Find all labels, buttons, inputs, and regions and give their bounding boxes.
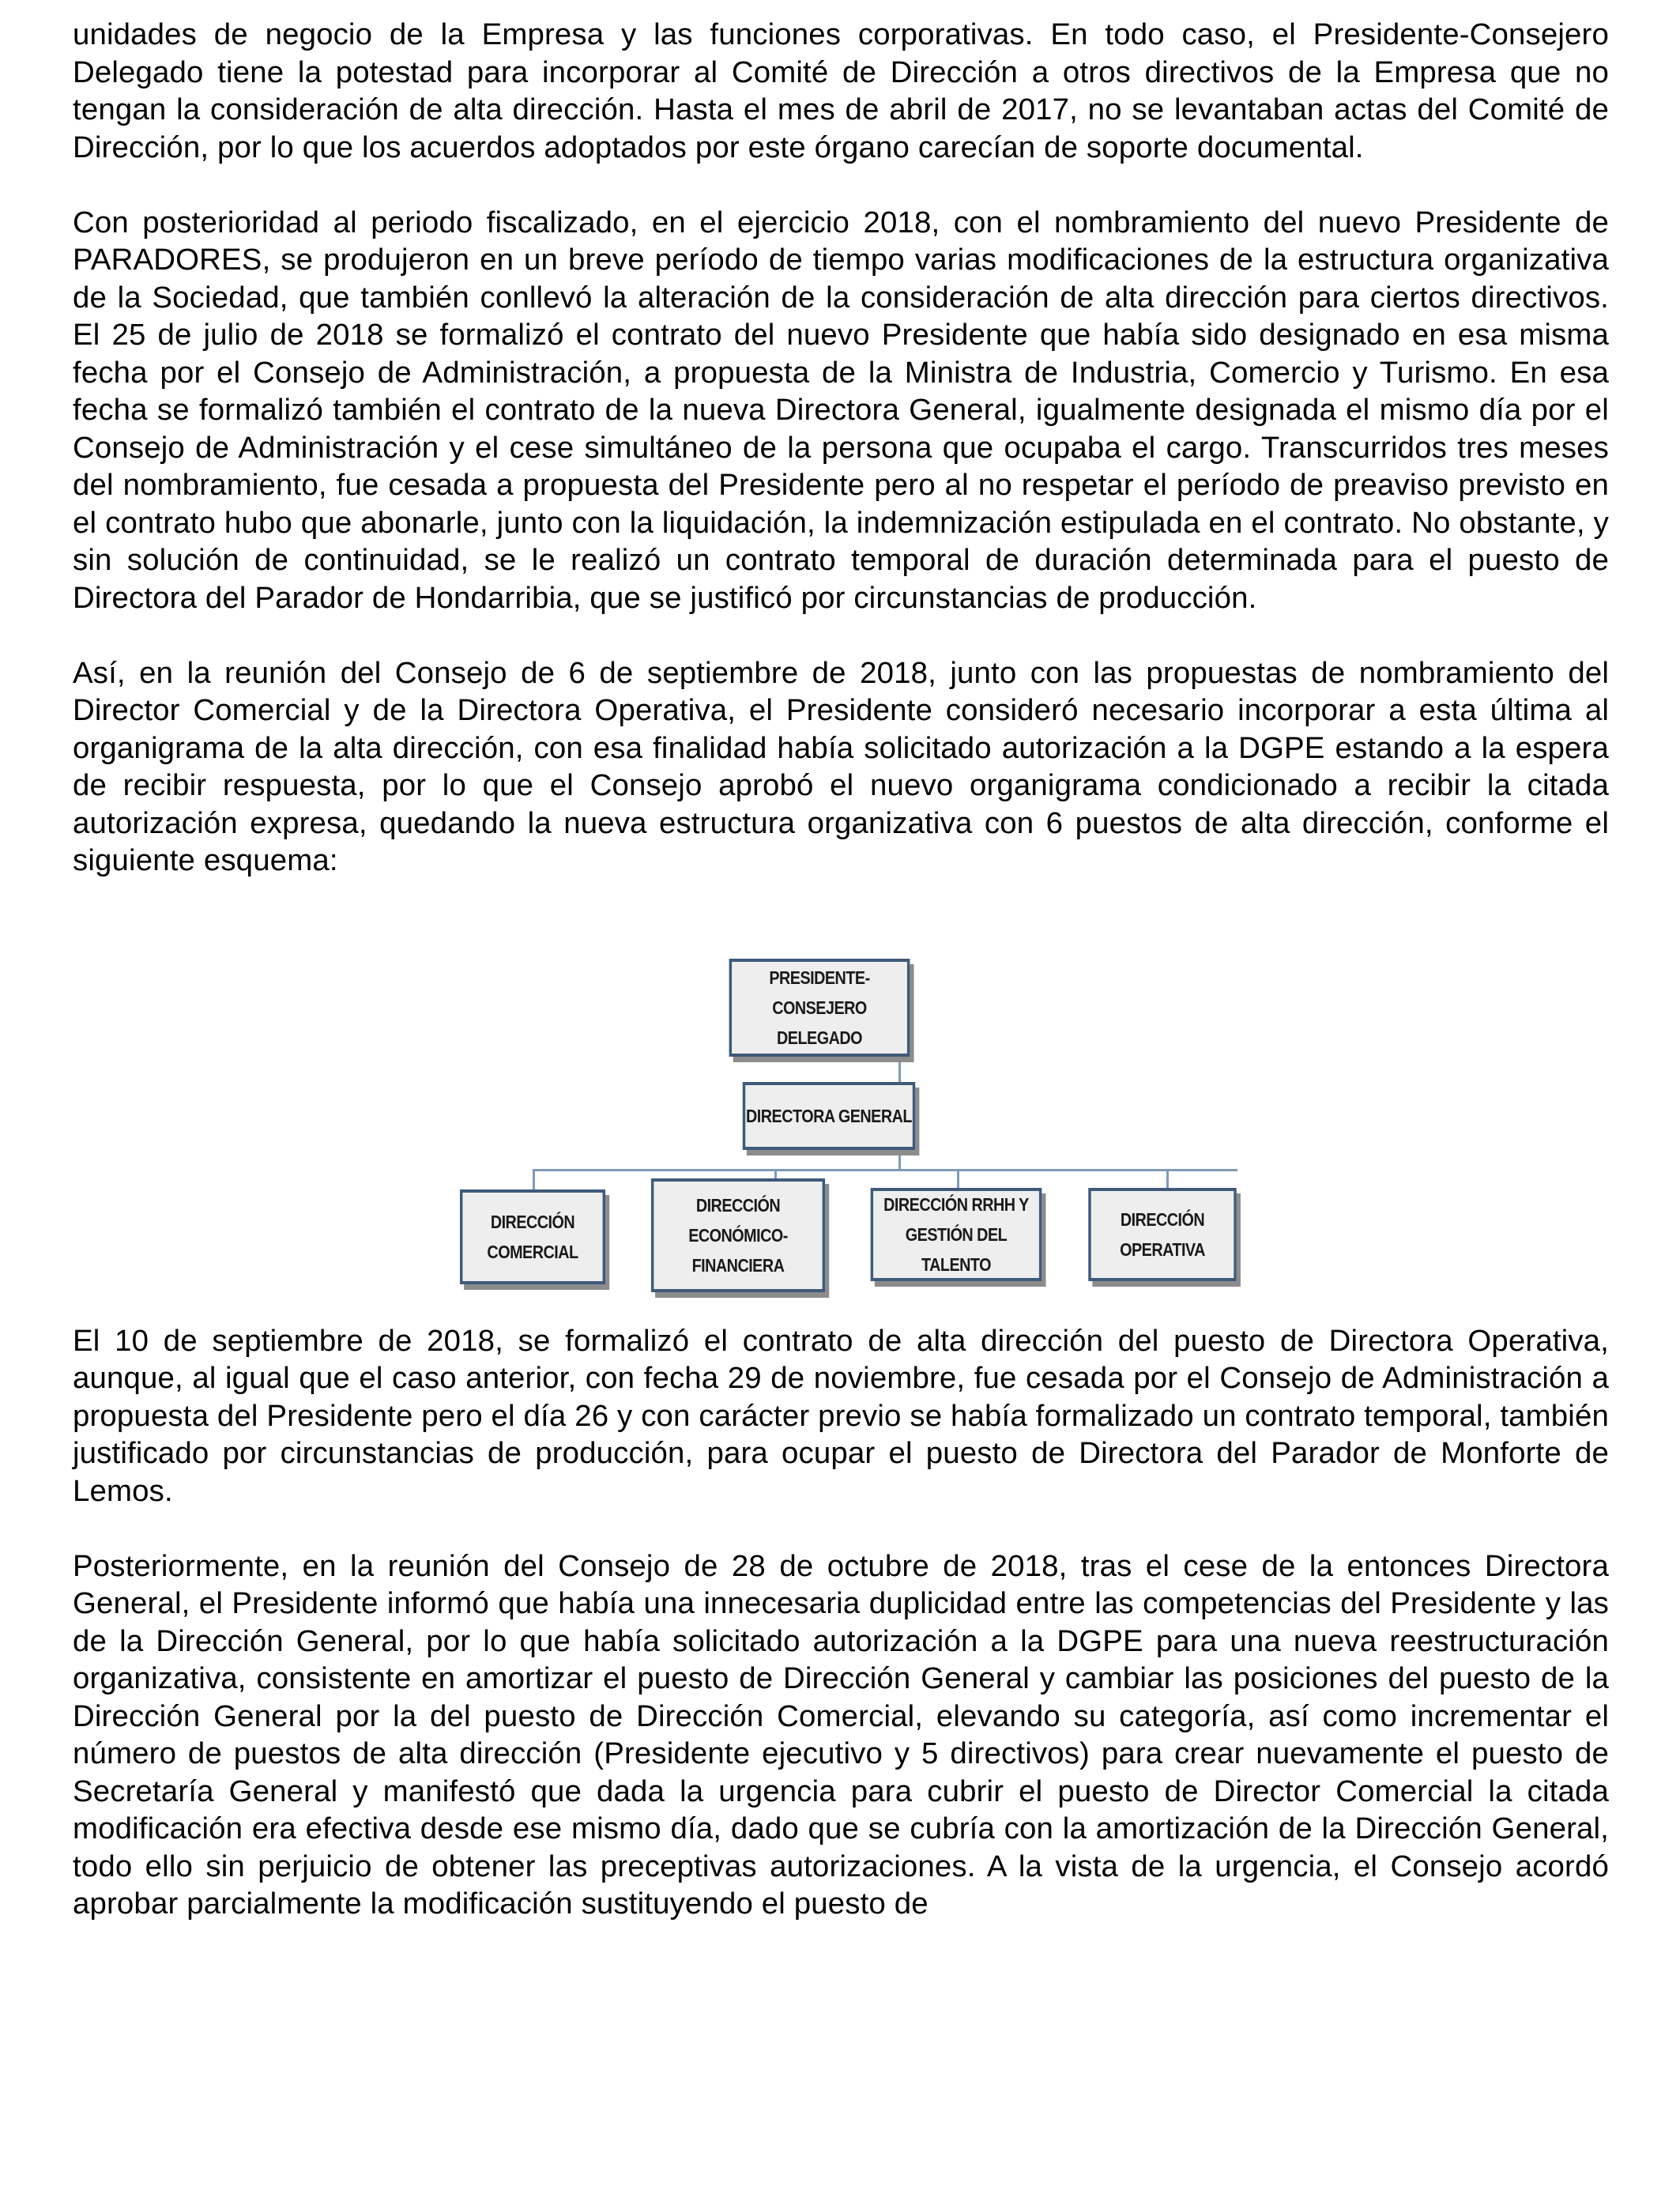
paragraph-3: Así, en la reunión del Consejo de 6 de septiembre de 2018, junto con las propuestas de nombramiento del Director Comercial y de la Directora Operativa, el Presidente consideró necesario incorporar a esta última al organigrama de la alta dirección, con esa finalidad había solicitado autorización a la DGPE estando a la espera de recibir respuesta, por lo que el Consejo aprobó el nuevo organigrama condicionado a recibir la citada autorización expresa, quedando la nueva estructura organizativa con 6 puestos de alta dirección, conforme el siguiente esquema: bbox=[73, 655, 1609, 877]
connector-director-branch bbox=[898, 1148, 901, 1171]
paragraph-2: Con posterioridad al periodo fiscalizado, en el ejercicio 2018, con el nombramiento del nuevo Presidente de PARADORES, se produjeron en un breve período de tiempo varias modificaciones de la estructura organizativa de la Sociedad, que también conllevó la alteración de la consideración de alta dirección para ciertos directivos. El 25 de julio de 2018 se formalizó el contrato del nuevo Presidente que había sido designado en esa misma fecha por el Consejo de Administración, a propuesta de la Ministra de Industria, Comercio y Turismo. En esa fecha se formalizó también el contrato de la nueva Directora General, igualmente designada el mismo día por el Consejo de Administración y el cese simultáneo de la persona que ocupaba el cargo. Transcurridos tres meses del nombramiento, fue cesada a propuesta del Presidente pero al no respetar el período de preaviso previsto en el contrato hubo que abonarle, junto con la liquidación, la indemnización estipulada en el contrato. No obstante, y sin solución de continuidad, se le realizó un contrato temporal de duración determinada para el puesto de Directora del Parador de Hondarribia, que se justificó por circunstancias de producción. bbox=[73, 205, 1609, 615]
connector-comercial bbox=[533, 1169, 535, 1189]
president-line-2: DELEGADO bbox=[777, 1027, 862, 1048]
general-director-line-1: DIRECTORA GENERAL bbox=[746, 1105, 912, 1126]
connector-operativa bbox=[1166, 1169, 1169, 1188]
financiera-line-1: DIRECCIÓN bbox=[695, 1194, 781, 1216]
connector-horizontal bbox=[533, 1169, 1237, 1171]
org-box-direccion-rrhh bbox=[871, 1188, 1042, 1281]
org-box-general-director bbox=[743, 1082, 915, 1150]
org-box-direccion-comercial bbox=[460, 1189, 605, 1284]
financiera-line-2: ECONÓMICO- bbox=[688, 1224, 788, 1246]
operativa-line-2: OPERATIVA bbox=[1120, 1238, 1205, 1260]
connector-president-director bbox=[898, 1055, 901, 1082]
org-box-direccion-economico-financiera bbox=[651, 1178, 825, 1292]
connector-rrhh bbox=[957, 1169, 959, 1188]
comercial-line-2: COMERCIAL bbox=[487, 1241, 578, 1262]
connector-financiera bbox=[774, 1169, 777, 1178]
rrhh-line-1: DIRECCIÓN RRHH Y bbox=[883, 1193, 1029, 1215]
paragraph-1: unidades de negocio de la Empresa y las funciones corporativas. En todo caso, el Presidente-Consejero Delegado tiene la potestad para incorporar al Comité de Dirección a otros directivos de la Empresa que no tengan la consideración de alta dirección. Hasta el mes de abril de 2017, no se levantaban actas del Comité de Dirección, por lo que los acuerdos adoptados por este órgano carecían de soporte documental. bbox=[73, 17, 1609, 164]
comercial-line-1: DIRECCIÓN bbox=[490, 1211, 575, 1232]
rrhh-line-2: GESTIÓN DEL TALENTO bbox=[905, 1223, 1008, 1275]
document-page bbox=[73, 16, 1609, 1923]
operativa-line-1: DIRECCIÓN bbox=[1120, 1208, 1205, 1230]
org-chart bbox=[73, 880, 1609, 1322]
president-line-1: PRESIDENTE-CONSEJERO bbox=[769, 967, 870, 1018]
financiera-line-3: FINANCIERA bbox=[691, 1254, 785, 1276]
paragraph-4: El 10 de septiembre de 2018, se formalizó el contrato de alta dirección del puesto de Directora Operativa, aunque, al igual que el caso anterior, con fecha 29 de noviembre, fue cesada por el Consejo de Administración a propuesta del Presidente pero el día 26 y con carácter previo se había formalizado un contrato temporal, también justificado por circunstancias de producción, para ocupar el puesto de Directora del Parador de Monforte de Lemos. bbox=[73, 1323, 1609, 1508]
paragraph-5: Posteriormente, en la reunión del Consejo de 28 de octubre de 2018, tras el cese de la entonces Directora General, el Presidente informó que había una innecesaria duplicidad entre las competencias del Presidente y las de la Dirección General, por lo que había solicitado autorización a la DGPE para una nueva reestructuración organizativa, consistente en amortizar el puesto de Dirección General y cambiar las posiciones del puesto de la Dirección General por la del puesto de Dirección Comercial, elevando su categoría, así como incrementar el número de puestos de alta dirección (Presidente ejecutivo y 5 directivos) para crear nuevamente el puesto de Secretaría General y manifestó que dada la urgencia para cubrir el puesto de Director Comercial la citada modificación era efectiva desde ese mismo día, dado que se cubría con la amortización de la Dirección General, todo ello sin perjuicio de obtener las preceptivas autorizaciones. A la vista de la urgencia, el Consejo acordó aprobar parcialmente la modificación sustituyendo el puesto de bbox=[73, 1548, 1609, 1921]
org-box-president bbox=[729, 959, 910, 1057]
org-box-direccion-operativa bbox=[1088, 1188, 1236, 1281]
